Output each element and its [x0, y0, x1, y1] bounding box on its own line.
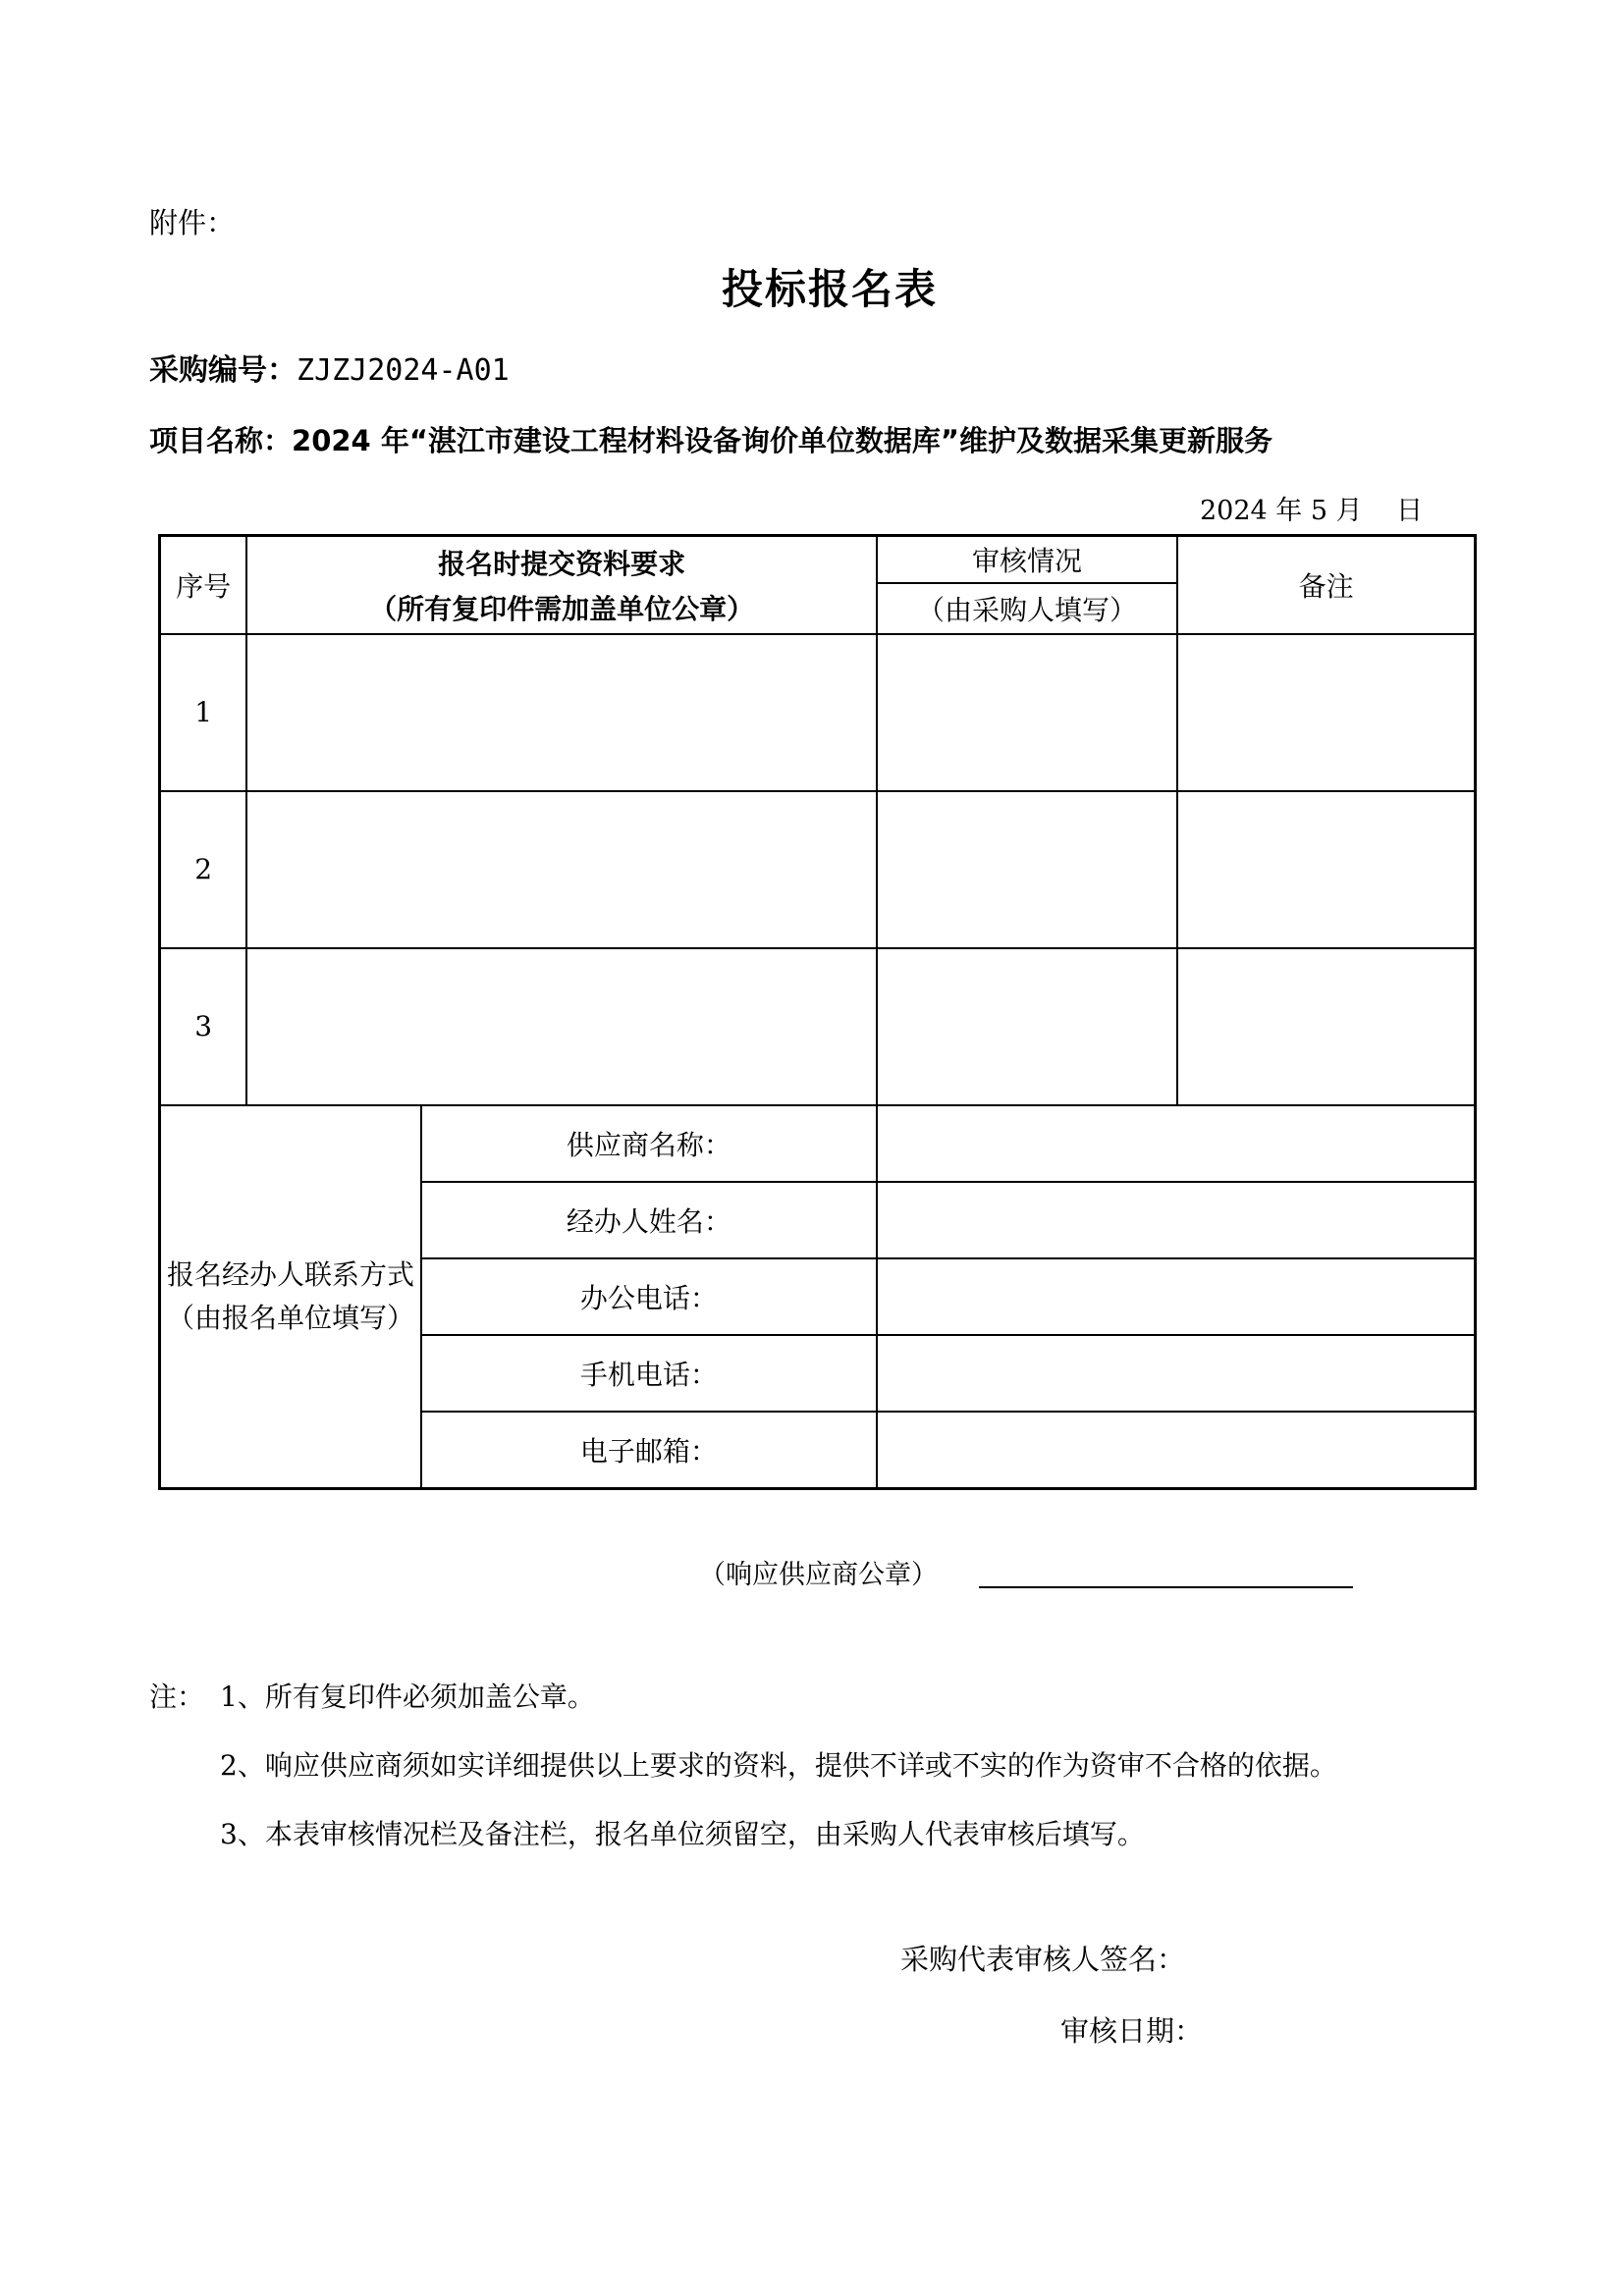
handler-name-field[interactable] — [877, 1182, 1476, 1258]
project-name-value: 2024 年“湛江市建设工程材料设备询价单位数据库”维护及数据采集更新服务 — [292, 424, 1272, 457]
notes-prefix: 注： — [149, 1681, 205, 1713]
header-requirements-line2: （所有复印件需加盖单位公章） — [369, 592, 755, 625]
note-item: 2、响应供应商须如实详细提供以上要求的资料，提供不详或不实的作为资审不合格的依据。 — [220, 1749, 1337, 1782]
email-label: 电子邮箱： — [421, 1412, 877, 1489]
row-seq: 1 — [160, 634, 247, 791]
header-seq: 序号 — [160, 536, 247, 634]
procurement-number — [149, 346, 510, 389]
note-item: 3、本表审核情况栏及备注栏，报名单位须留空，由采购人代表审核后填写。 — [220, 1818, 1145, 1850]
review-cell[interactable] — [877, 791, 1177, 948]
review-cell[interactable] — [877, 948, 1177, 1105]
row-seq: 3 — [160, 948, 247, 1105]
mobile-phone-field[interactable] — [877, 1335, 1476, 1412]
seal-signature-line[interactable] — [979, 1586, 1353, 1588]
table-row — [160, 634, 1476, 791]
header-review: 审核情况 — [877, 536, 1177, 583]
review-cell[interactable] — [877, 634, 1177, 791]
project-name — [149, 419, 1272, 459]
header-review-note: （由采购人填写） — [877, 583, 1177, 634]
office-phone-field[interactable] — [877, 1258, 1476, 1335]
page-title: 投标报名表 — [721, 265, 938, 313]
attachment-label: 附件： — [149, 206, 236, 240]
handler-name-label: 经办人姓名： — [421, 1182, 877, 1258]
email-field[interactable] — [877, 1412, 1476, 1489]
requirement-cell[interactable] — [246, 791, 877, 948]
supplier-name-label: 供应商名称： — [421, 1105, 877, 1182]
reviewer-signature-label: 采购代表审核人签名： — [900, 1943, 1186, 1976]
requirement-cell[interactable] — [246, 948, 877, 1105]
header-requirements — [246, 536, 877, 634]
contact-group-label: 报名经办人联系方式（由报名单位填写） — [160, 1105, 421, 1489]
review-date-label: 审核日期： — [1060, 2014, 1204, 2048]
row-seq: 2 — [160, 791, 247, 948]
remarks-cell[interactable] — [1177, 791, 1475, 948]
table-row — [160, 791, 1476, 948]
notes — [149, 1663, 1337, 1869]
project-name-label: 项目名称： — [149, 424, 293, 457]
remarks-cell[interactable] — [1177, 948, 1475, 1105]
remarks-cell[interactable] — [1177, 634, 1475, 791]
procurement-number-label: 采购编号： — [149, 353, 297, 388]
note-item: 1、所有复印件必须加盖公章。 — [220, 1681, 595, 1713]
office-phone-label: 办公电话： — [421, 1258, 877, 1335]
header-requirements-line1: 报名时提交资料要求 — [438, 547, 686, 580]
form-date: 2024 年 5 月 日 — [1200, 496, 1423, 526]
seal-label: （响应供应商公章） — [699, 1560, 938, 1590]
registration-table — [158, 534, 1477, 1490]
procurement-number-value: ZJZJ2024-A01 — [297, 353, 510, 388]
supplier-name-field[interactable] — [877, 1105, 1476, 1182]
requirement-cell[interactable] — [246, 634, 877, 791]
table-row — [160, 948, 1476, 1105]
mobile-phone-label: 手机电话： — [421, 1335, 877, 1412]
header-remarks: 备注 — [1177, 536, 1475, 634]
